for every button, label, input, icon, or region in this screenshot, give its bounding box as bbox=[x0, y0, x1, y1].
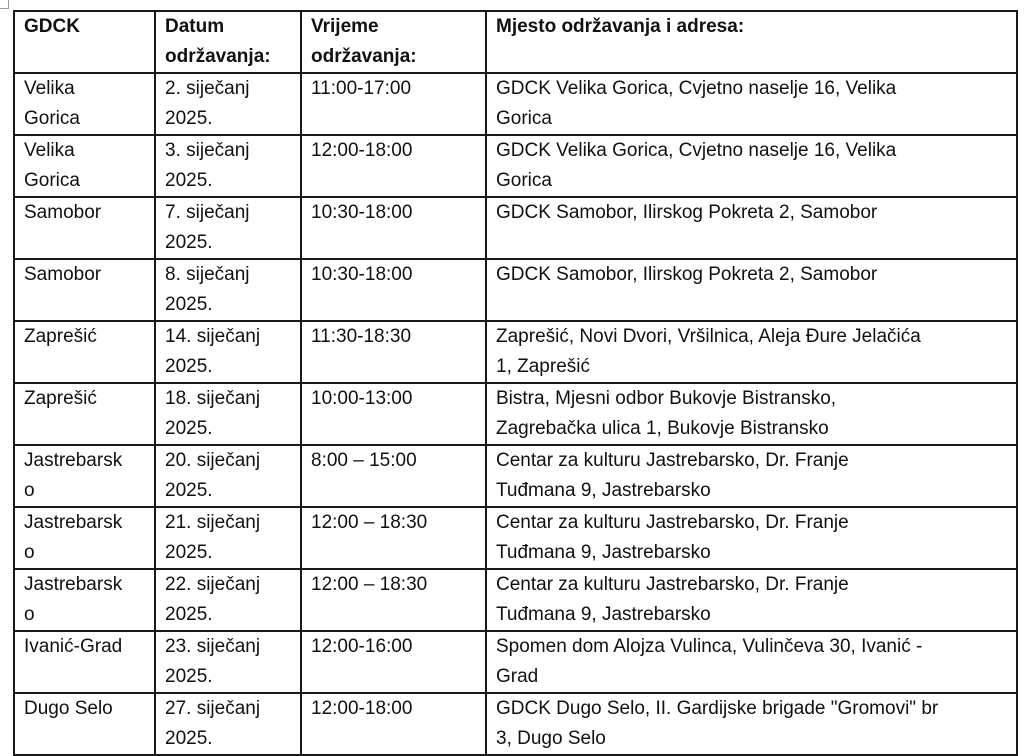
cell-time: 11:00-17:00 bbox=[301, 73, 486, 135]
cell-place: Centar za kulturu Jastrebarsko, Dr. Franje Tuđmana 9, Jastrebarsko bbox=[486, 569, 1017, 631]
cell-time: 12:00-18:00 bbox=[301, 693, 486, 755]
cell-time: 11:30-18:30 bbox=[301, 321, 486, 383]
cell-gdck: Dugo Selo bbox=[14, 693, 155, 755]
cell-date: 21. siječanj 2025. bbox=[155, 507, 301, 569]
table-row bbox=[14, 259, 1017, 321]
cell-date: 2. siječanj 2025. bbox=[155, 73, 301, 135]
cell-place: Centar za kulturu Jastrebarsko, Dr. Franje Tuđmana 9, Jastrebarsko bbox=[486, 445, 1017, 507]
cell-place: GDCK Velika Gorica, Cvjetno naselje 16, Velika Gorica bbox=[486, 135, 1017, 197]
header-gdck: GDCK bbox=[14, 11, 155, 73]
cell-date: 27. siječanj 2025. bbox=[155, 693, 301, 755]
cell-time: 12:00-16:00 bbox=[301, 631, 486, 693]
cell-place: GDCK Samobor, Ilirskog Pokreta 2, Samobor bbox=[486, 259, 1017, 321]
table-row bbox=[14, 445, 1017, 507]
cell-gdck: Jastrebarsk o bbox=[14, 507, 155, 569]
table-row bbox=[14, 631, 1017, 693]
table-row bbox=[14, 693, 1017, 755]
cell-time: 8:00 – 15:00 bbox=[301, 445, 486, 507]
cell-time: 12:00-18:00 bbox=[301, 135, 486, 197]
cell-date: 23. siječanj 2025. bbox=[155, 631, 301, 693]
cell-time: 10:30-18:00 bbox=[301, 197, 486, 259]
table-row bbox=[14, 383, 1017, 445]
table-row bbox=[14, 73, 1017, 135]
schedule-table bbox=[13, 10, 1018, 756]
cell-gdck: Velika Gorica bbox=[14, 135, 155, 197]
table-row bbox=[14, 197, 1017, 259]
cell-gdck: Zaprešić bbox=[14, 383, 155, 445]
cell-time: 10:00-13:00 bbox=[301, 383, 486, 445]
cell-date: 3. siječanj 2025. bbox=[155, 135, 301, 197]
cell-gdck: Samobor bbox=[14, 259, 155, 321]
cell-gdck: Velika Gorica bbox=[14, 73, 155, 135]
cell-place: Spomen dom Alojza Vulinca, Vulinčeva 30, Ivanić - Grad bbox=[486, 631, 1017, 693]
cell-place: GDCK Velika Gorica, Cvjetno naselje 16, Velika Gorica bbox=[486, 73, 1017, 135]
cell-gdck: Jastrebarsk o bbox=[14, 445, 155, 507]
cell-date: 22. siječanj 2025. bbox=[155, 569, 301, 631]
table-row bbox=[14, 321, 1017, 383]
table-row bbox=[14, 507, 1017, 569]
cell-time: 12:00 – 18:30 bbox=[301, 569, 486, 631]
cell-place: Bistra, Mjesni odbor Bukovje Bistransko, Zagrebačka ulica 1, Bukovje Bistransko bbox=[486, 383, 1017, 445]
cell-date: 14. siječanj 2025. bbox=[155, 321, 301, 383]
table-row bbox=[14, 135, 1017, 197]
cell-place: Zaprešić, Novi Dvori, Vršilnica, Aleja Đure Jelačića 1, Zaprešić bbox=[486, 321, 1017, 383]
cell-gdck: Jastrebarsk o bbox=[14, 569, 155, 631]
cell-date: 7. siječanj 2025. bbox=[155, 197, 301, 259]
header-date: Datum održavanja: bbox=[155, 11, 301, 73]
cell-date: 18. siječanj 2025. bbox=[155, 383, 301, 445]
cell-time: 12:00 – 18:30 bbox=[301, 507, 486, 569]
cell-place: GDCK Samobor, Ilirskog Pokreta 2, Samobor bbox=[486, 197, 1017, 259]
cell-gdck: Samobor bbox=[14, 197, 155, 259]
cell-place: GDCK Dugo Selo, II. Gardijske brigade "Gromovi" br 3, Dugo Selo bbox=[486, 693, 1017, 755]
header-row bbox=[14, 11, 1017, 73]
header-place: Mjesto održavanja i adresa: bbox=[486, 11, 1017, 73]
corner-mark bbox=[0, 0, 9, 9]
cell-time: 10:30-18:00 bbox=[301, 259, 486, 321]
table-row bbox=[14, 569, 1017, 631]
header-time: Vrijeme održavanja: bbox=[301, 11, 486, 73]
cell-gdck: Ivanić-Grad bbox=[14, 631, 155, 693]
cell-gdck: Zaprešić bbox=[14, 321, 155, 383]
cell-date: 20. siječanj 2025. bbox=[155, 445, 301, 507]
cell-place: Centar za kulturu Jastrebarsko, Dr. Franje Tuđmana 9, Jastrebarsko bbox=[486, 507, 1017, 569]
cell-date: 8. siječanj 2025. bbox=[155, 259, 301, 321]
